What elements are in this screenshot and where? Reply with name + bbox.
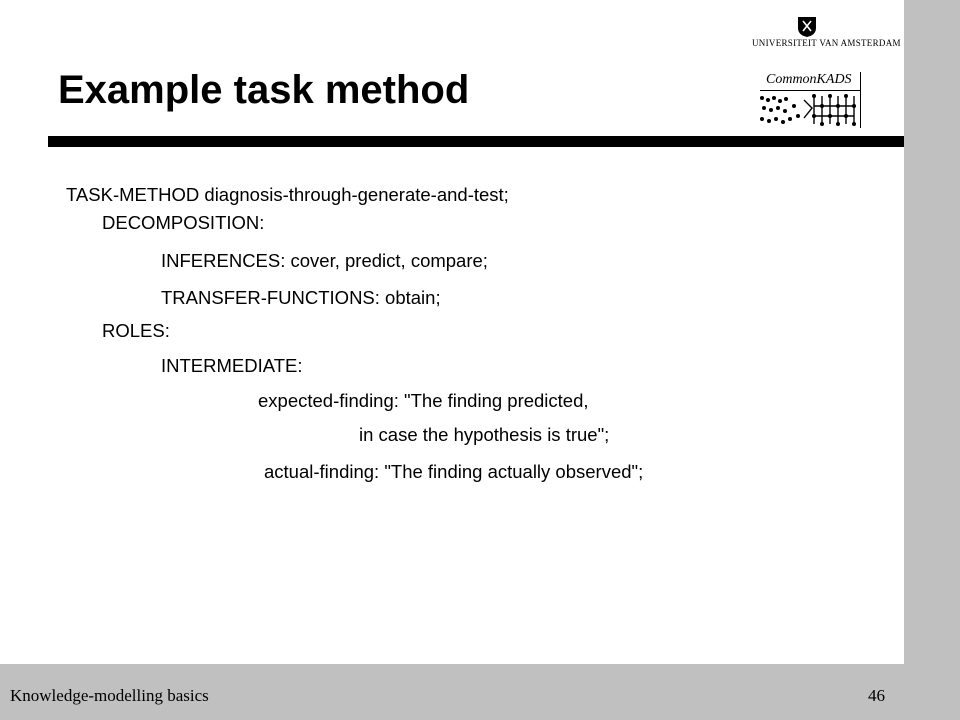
code-line-roles: ROLES: xyxy=(102,320,170,341)
logo-divider xyxy=(760,90,860,91)
university-name: UNIVERSITEIT VAN AMSTERDAM xyxy=(752,38,901,48)
code-line-transfer-functions: TRANSFER-FUNCTIONS: obtain; xyxy=(161,287,441,308)
code-line-task-method: TASK-METHOD diagnosis-through-generate-and-test; xyxy=(66,184,509,205)
footer-title: Knowledge-modelling basics xyxy=(10,686,209,705)
title-underline xyxy=(48,136,904,147)
commonkads-logo xyxy=(754,72,864,130)
code-line-inferences: INFERENCES: cover, predict, compare; xyxy=(161,250,488,271)
crest-icon xyxy=(797,16,817,38)
right-gray-band xyxy=(904,0,960,720)
code-line-actual-finding: actual-finding: "The finding actually observed"; xyxy=(264,461,644,482)
code-line-expected-finding-cont: in case the hypothesis is true"; xyxy=(359,424,610,445)
page-number: 46 xyxy=(868,686,885,705)
commonkads-wordmark: CommonKADS xyxy=(766,72,852,87)
university-logo xyxy=(752,16,901,52)
network-graphic-icon xyxy=(758,92,858,128)
code-line-intermediate: INTERMEDIATE: xyxy=(161,355,303,376)
code-line-decomposition: DECOMPOSITION: xyxy=(102,212,265,233)
code-line-expected-finding: expected-finding: "The finding predicted, xyxy=(258,390,589,411)
slide-title: Example task method xyxy=(58,68,470,112)
logo-vertical-divider xyxy=(860,72,861,128)
